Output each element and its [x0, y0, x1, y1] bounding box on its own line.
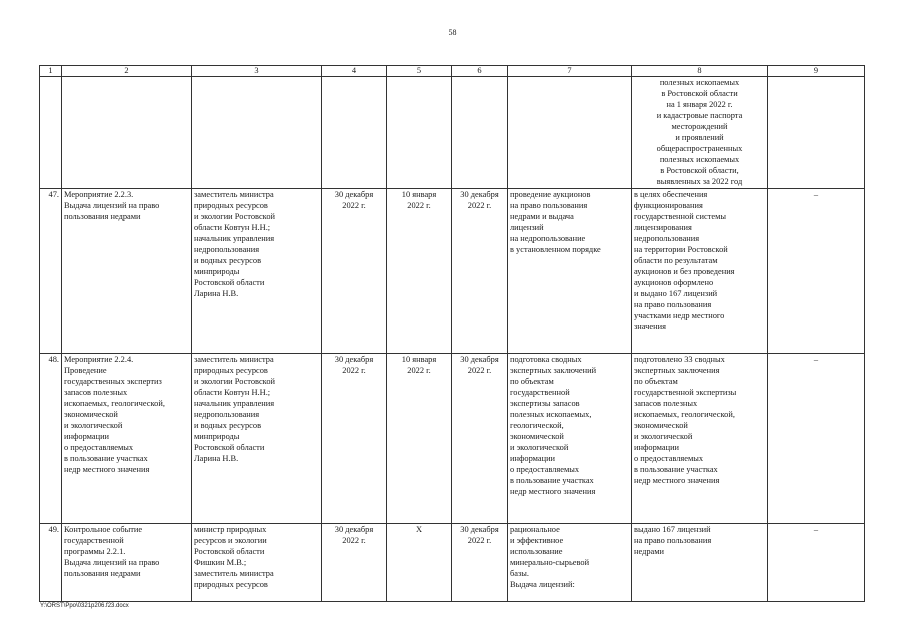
cell-line: природных ресурсов	[194, 580, 268, 589]
cell-line: Мероприятие 2.2.4.	[64, 355, 134, 364]
cell-line: информации	[510, 454, 556, 463]
cell-line: Ростовской области	[194, 278, 265, 287]
cell-line: минприроды	[194, 432, 240, 441]
table-row	[40, 354, 865, 524]
table-row	[40, 524, 865, 602]
cell-line: запасов полезных	[64, 388, 128, 397]
cell	[508, 77, 632, 189]
cell-line: пользования недрами	[64, 212, 141, 221]
cell-line: Выдача лицензий на право	[64, 558, 160, 567]
footer-file-path: Y:\ORST\Ppo\0321p206.f23.docx	[40, 603, 129, 609]
cell-line: на 1 января 2022 г.	[666, 100, 733, 109]
cell-line: на право пользования	[634, 300, 712, 309]
header-cell: 7	[508, 66, 632, 77]
cell-line: 2022 г.	[407, 366, 431, 375]
cell-line: и экологии Ростовской	[194, 377, 275, 386]
cell-line: и экологической	[510, 443, 569, 452]
cell-line: геологической,	[510, 421, 564, 430]
cell-line: подготовка сводных	[510, 355, 582, 364]
cell-line: 10 января	[401, 355, 437, 364]
page-number: 58	[448, 28, 457, 37]
row-number-cell: 48.	[40, 354, 62, 524]
start-date-cell	[387, 354, 452, 524]
cell-line: 2022 г.	[342, 366, 366, 375]
cell-line: экономической	[634, 421, 688, 430]
cell-line: Мероприятие 2.2.3.	[64, 190, 134, 199]
cell-line: в целях обеспечения	[634, 190, 708, 199]
cell-line: природных ресурсов	[194, 201, 268, 210]
cell-line: области Ковтун Н.Н.;	[194, 223, 271, 232]
cell-line: государственной	[510, 388, 570, 397]
cell-line: государственной системы	[634, 212, 727, 221]
table-row	[40, 189, 865, 354]
cell-line: 30 декабря	[460, 525, 499, 534]
header-cell: 5	[387, 66, 452, 77]
cell	[62, 77, 192, 189]
cell-line: и эффективное	[510, 536, 564, 545]
cell-line: 10 января	[401, 190, 437, 199]
cell-line: 30 декабря	[334, 190, 374, 199]
cell-line: Проведение	[64, 366, 107, 375]
cell	[40, 77, 62, 189]
cell-line: общераспространенных	[656, 144, 743, 153]
cell-line: 2022 г.	[407, 201, 431, 210]
cell-line: аукционов оформлено	[634, 278, 714, 287]
cell-line: выявленных за 2022 год	[656, 177, 743, 186]
activity-cell	[62, 189, 192, 354]
expected-result-cell	[508, 524, 632, 602]
cell-line: недр местного значения	[634, 476, 720, 485]
notes-cell: –	[768, 189, 865, 354]
cell-line: Ларина Н.В.	[194, 454, 239, 463]
cell-line: проведение аукционов	[510, 190, 591, 199]
header-cell: 4	[322, 66, 387, 77]
cell-line: 30 декабря	[460, 190, 499, 199]
header-cell: 9	[768, 66, 865, 77]
cell-line: экспертных заключения	[634, 366, 720, 375]
responsible-cell	[192, 189, 322, 354]
header-cell: 3	[192, 66, 322, 77]
activity-cell	[62, 354, 192, 524]
continuation-result-cell	[632, 77, 768, 189]
header-cell: 6	[452, 66, 508, 77]
notes-cell: –	[768, 354, 865, 524]
start-date-cell	[387, 524, 452, 602]
cell-line: государственных экспертиз	[64, 377, 162, 386]
cell-line: лицензирования	[634, 223, 692, 232]
cell-line: заместитель министра	[194, 190, 274, 199]
cell-line: недропользования	[194, 410, 260, 419]
cell-line: 2022 г.	[467, 366, 492, 375]
cell-line: и экологической	[64, 421, 123, 430]
cell-line: 30 декабря	[334, 525, 374, 534]
cell-line: в Ростовской области	[661, 89, 738, 98]
cell-line: в пользование участках	[634, 465, 718, 474]
cell-line: Контрольное событие	[64, 525, 143, 534]
cell-line: минприроды	[194, 267, 240, 276]
cell-line: и водных ресурсов	[194, 421, 262, 430]
cell-line: ресурсов и экологии	[194, 536, 267, 545]
cell-line: в установленном порядке	[510, 245, 601, 254]
cell-line: Фишкин М.В.;	[194, 558, 247, 567]
cell-line: использование	[510, 547, 563, 556]
cell-line: экономической	[64, 410, 118, 419]
cell-line: экономической	[510, 432, 564, 441]
cell-line: в пользование участках	[64, 454, 148, 463]
activity-cell	[62, 524, 192, 602]
cell-line: Выдача лицензий на право	[64, 201, 160, 210]
end-date-cell	[452, 189, 508, 354]
cell-line: функционирования	[634, 201, 703, 210]
responsible-cell	[192, 354, 322, 524]
row-number-cell: 47.	[40, 189, 62, 354]
cell-line: недрами и выдача	[510, 212, 574, 221]
cell-line: и кадастровые паспорта	[656, 111, 743, 120]
cell	[768, 77, 865, 189]
cell-line: по объектам	[634, 377, 678, 386]
cell-line: подготовлено 33 сводных	[634, 355, 725, 364]
cell-line: недр местного значения	[510, 487, 596, 496]
cell-line: ископаемых, геологической,	[64, 399, 165, 408]
cell-line: недр местного значения	[64, 465, 150, 474]
cell-line: недрами	[634, 547, 665, 556]
cell-line: о предоставляемых	[634, 454, 704, 463]
actual-result-cell	[632, 524, 768, 602]
cell-line: выдано 167 лицензий	[634, 525, 711, 534]
cell-line: экспертных заключений	[510, 366, 597, 375]
cell-line: полезных ископаемых	[659, 78, 740, 87]
cell-line: недропользования	[194, 245, 260, 254]
cell-line: 2022 г.	[342, 536, 366, 545]
cell-line: экспертизы запасов	[510, 399, 580, 408]
cell-line: и экологической	[634, 432, 693, 441]
cell-line: на право пользования	[634, 536, 712, 545]
cell-line: на недропользование	[510, 234, 586, 243]
cell-line: 2022 г.	[342, 201, 366, 210]
cell-line: 30 декабря	[460, 355, 499, 364]
cell-line: лицензий	[510, 223, 544, 232]
cell-line: и водных ресурсов	[194, 256, 262, 265]
expected-result-cell	[508, 189, 632, 354]
continuation-row	[40, 77, 865, 189]
cell-line: информации	[64, 432, 110, 441]
cell-line: природных ресурсов	[194, 366, 268, 375]
cell-line: базы.	[510, 569, 530, 578]
cell-line: начальник управления	[194, 234, 275, 243]
actual-result-cell	[632, 189, 768, 354]
notes-cell: –	[768, 524, 865, 602]
cell-line: полезных ископаемых	[659, 155, 740, 164]
cell-line: области Ковтун Н.Н.;	[194, 388, 271, 397]
actual-result-cell	[632, 354, 768, 524]
cell-line: 2022 г.	[467, 201, 492, 210]
cell-line: министр природных	[194, 525, 267, 534]
cell-line: пользования недрами	[64, 569, 141, 578]
cell-line: 2022 г.	[467, 536, 492, 545]
cell-line: Выдача лицензий:	[510, 580, 575, 589]
responsible-cell	[192, 524, 322, 602]
cell-line: 30 декабря	[334, 355, 374, 364]
header-cell: 2	[62, 66, 192, 77]
cell-line: государственной экспертизы	[634, 388, 737, 397]
cell-line: и проявлений	[675, 133, 724, 142]
cell-line: недропользования	[634, 234, 700, 243]
planned-date-cell	[322, 189, 387, 354]
cell-line: о предоставляемых	[64, 443, 134, 452]
cell-line: в пользование участках	[510, 476, 594, 485]
cell-line: о предоставляемых	[510, 465, 580, 474]
cell-line: начальник управления	[194, 399, 275, 408]
cell-line: на территории Ростовской	[634, 245, 728, 254]
expected-result-cell	[508, 354, 632, 524]
cell-line: рациональное	[510, 525, 560, 534]
cell-line: аукционов и без проведения	[634, 267, 735, 276]
cell-line: месторождений	[671, 122, 728, 131]
cell-line: на право пользования	[510, 201, 588, 210]
cell-line: государственной	[64, 536, 124, 545]
cell	[322, 77, 387, 189]
cell-line: по объектам	[510, 377, 554, 386]
cell	[387, 77, 452, 189]
cell-line: и выдано 167 лицензий	[634, 289, 718, 298]
cell-line: значения	[634, 322, 666, 331]
cell	[452, 77, 508, 189]
cell-line: заместитель министра	[194, 355, 274, 364]
cell-line: Ларина Н.В.	[194, 289, 239, 298]
cell-line: в Ростовской области,	[660, 166, 739, 175]
start-date-cell	[387, 189, 452, 354]
report-table	[39, 65, 865, 602]
cell-line: заместитель министра	[194, 569, 274, 578]
cell-line: Х	[415, 525, 423, 534]
cell-line: запасов полезных	[634, 399, 698, 408]
planned-date-cell	[322, 524, 387, 602]
cell	[192, 77, 322, 189]
row-number-cell: 49.	[40, 524, 62, 602]
header-cell: 1	[40, 66, 62, 77]
cell-line: полезных ископаемых,	[510, 410, 592, 419]
header-row	[40, 66, 865, 77]
end-date-cell	[452, 354, 508, 524]
cell-line: ископаемых, геологической,	[634, 410, 735, 419]
end-date-cell	[452, 524, 508, 602]
cell-line: Ростовской области	[194, 547, 265, 556]
cell-line: минерально-сырьевой	[510, 558, 590, 567]
header-cell: 8	[632, 66, 768, 77]
cell-line: информации	[634, 443, 680, 452]
cell-line: области по результатам	[634, 256, 718, 265]
cell-line: программы 2.2.1.	[64, 547, 126, 556]
cell-line: участками недр местного	[634, 311, 725, 320]
cell-line: Ростовской области	[194, 443, 265, 452]
cell-line: и экологии Ростовской	[194, 212, 275, 221]
planned-date-cell	[322, 354, 387, 524]
